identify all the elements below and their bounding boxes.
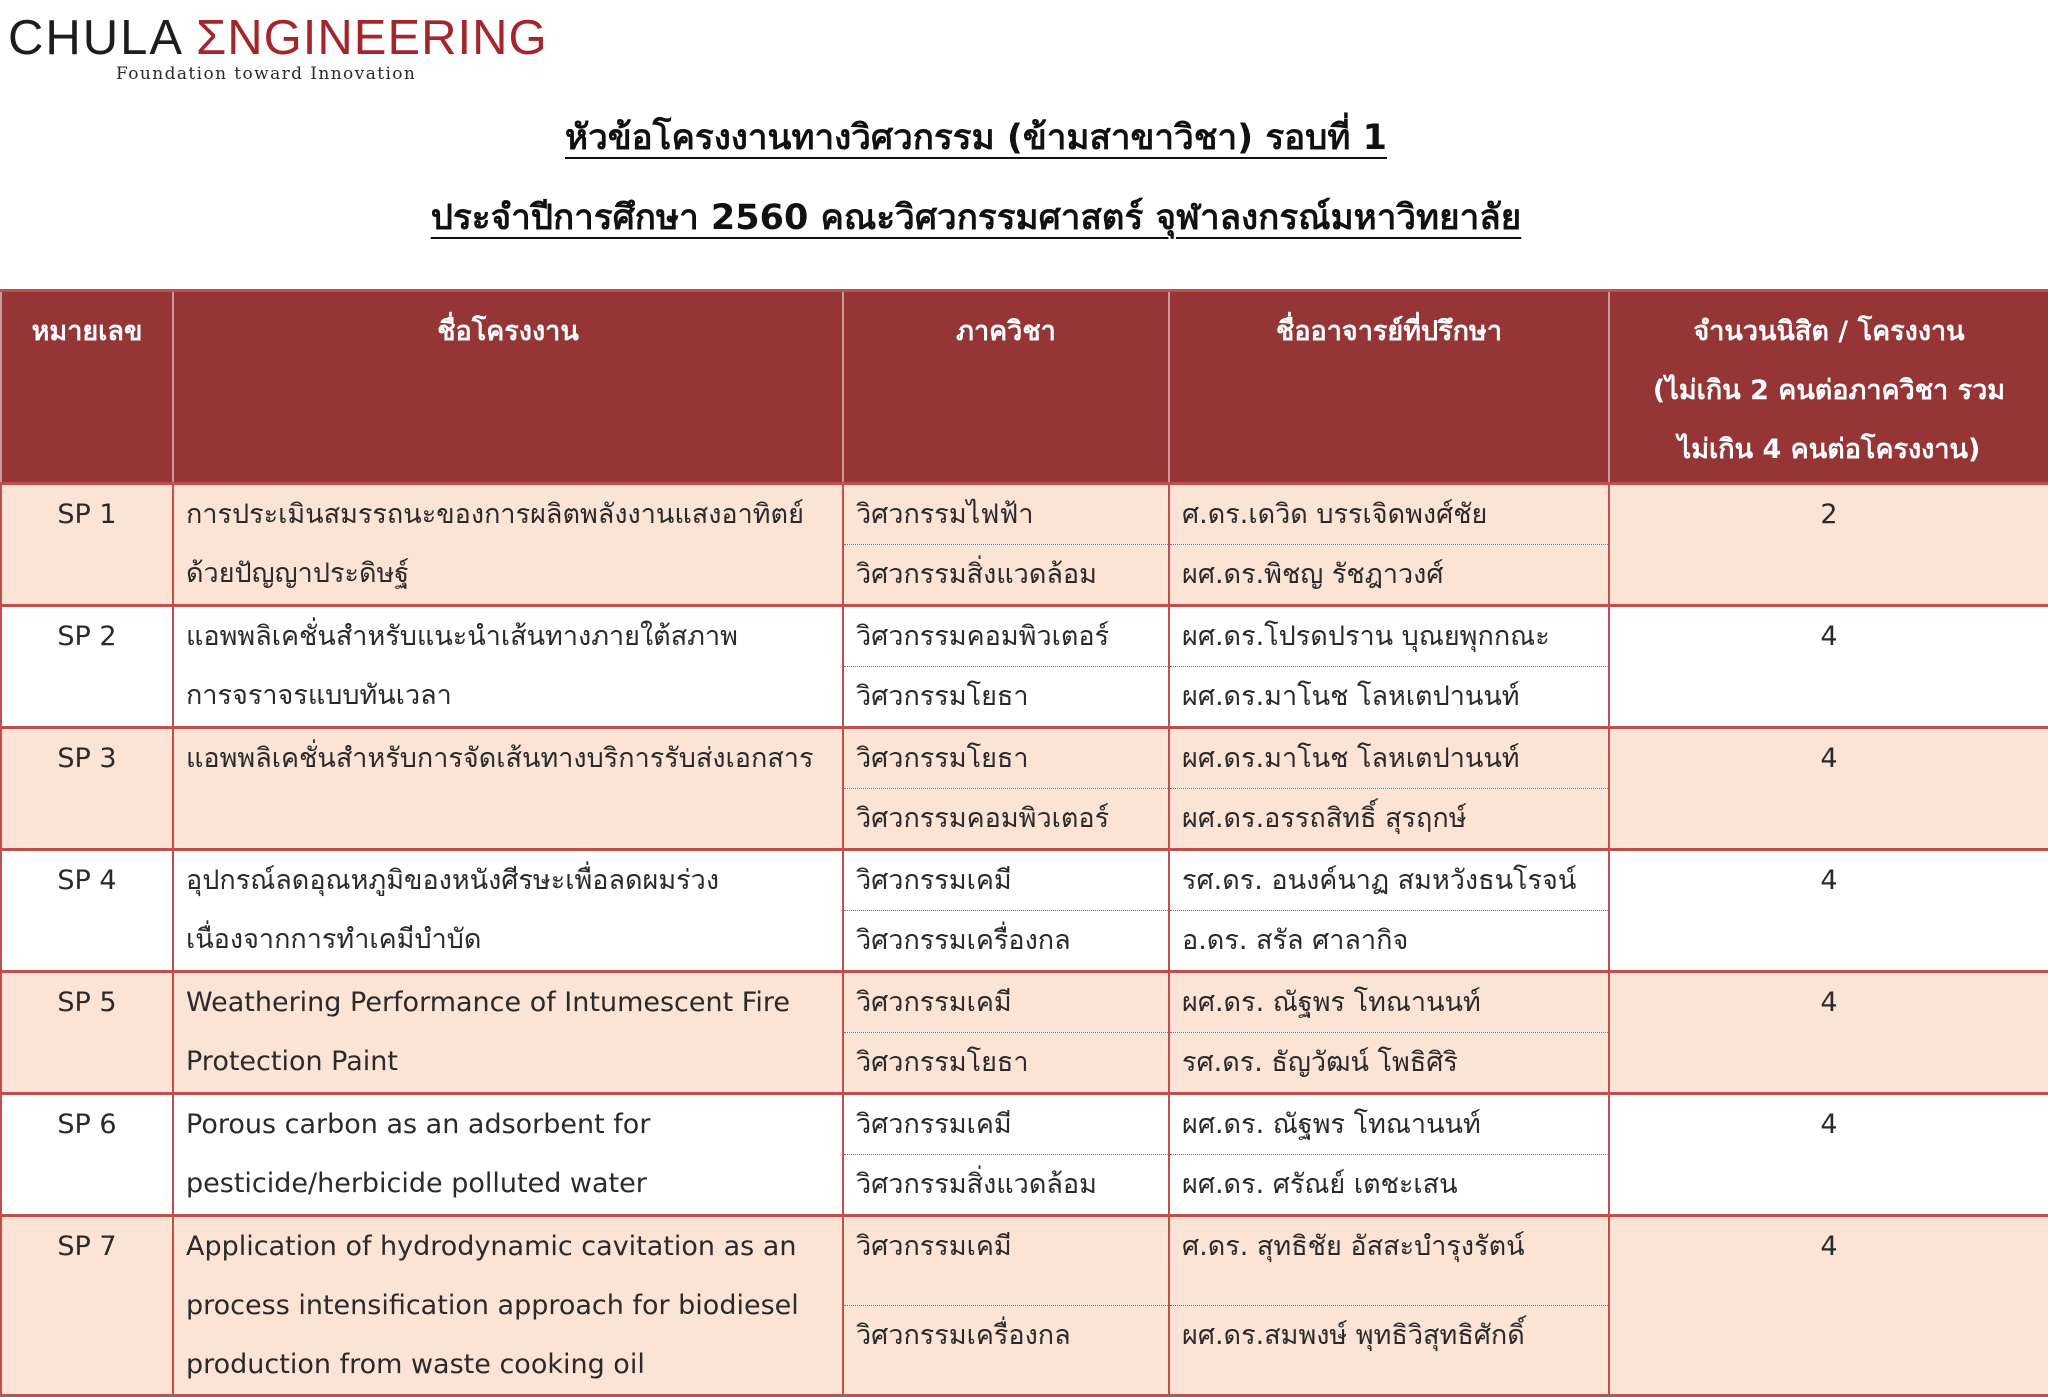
department-cell: วิศวกรรมโยธา xyxy=(843,1033,1169,1094)
table-row xyxy=(1,1216,2048,1306)
department-cell: วิศวกรรมเคมี xyxy=(843,972,1169,1033)
student-count-cell: 4 xyxy=(1609,850,2048,972)
project-name-line: Application of hydrodynamic cavitation as an xyxy=(186,1231,797,1262)
project-name-line: Protection Paint xyxy=(186,1046,398,1077)
department-cell: วิศวกรรมเคมี xyxy=(843,1216,1169,1306)
project-number-cell: SP 2 xyxy=(1,606,173,728)
project-name-line: แอพพลิเคชั่นสำหรับแนะนำเส้นทางภายใต้สภาพ xyxy=(186,621,738,652)
table-row xyxy=(1,1094,2048,1155)
project-name-line: การประเมินสมรรถนะของการผลิตพลังงานแสงอาทิตย์ xyxy=(186,499,804,530)
advisor-cell: ผศ.ดร. ศรัณย์ เตชะเสน xyxy=(1169,1155,1609,1216)
project-name-cell xyxy=(173,484,843,606)
advisor-cell: ผศ.ดร.สมพงษ์ พุทธิวิสุทธิศักดิ์ xyxy=(1169,1306,1609,1396)
project-name-cell xyxy=(173,1094,843,1216)
header-department: ภาควิชา xyxy=(843,291,1169,484)
project-number-cell: SP 5 xyxy=(1,972,173,1094)
department-cell: วิศวกรรมเคมี xyxy=(843,850,1169,911)
header-count-line: จำนวนนิสิต / โครงงาน xyxy=(1693,316,1965,347)
project-name-cell xyxy=(173,606,843,728)
project-name-line: Porous carbon as an adsorbent for xyxy=(186,1109,651,1140)
advisor-cell: ผศ.ดร. ณัฐพร โทณานนท์ xyxy=(1169,972,1609,1033)
department-cell: วิศวกรรมเคมี xyxy=(843,1094,1169,1155)
header-project-name: ชื่อโครงงาน xyxy=(173,291,843,484)
project-number-cell: SP 1 xyxy=(1,484,173,606)
project-name-cell xyxy=(173,972,843,1094)
project-number-cell: SP 6 xyxy=(1,1094,173,1216)
header-student-count xyxy=(1609,291,2048,484)
projects-table xyxy=(0,289,2048,1397)
table-header-row xyxy=(1,291,2048,484)
advisor-cell: ผศ.ดร.โปรดปราน บุณยพุกกณะ xyxy=(1169,606,1609,667)
table-row xyxy=(1,850,2048,911)
department-cell: วิศวกรรมสิ่งแวดล้อม xyxy=(843,545,1169,606)
project-number-cell: SP 4 xyxy=(1,850,173,972)
department-cell: วิศวกรรมโยธา xyxy=(843,667,1169,728)
project-name-cell xyxy=(173,1216,843,1396)
project-name-line: แอพพลิเคชั่นสำหรับการจัดเส้นทางบริการรับส่งเอกสาร xyxy=(186,743,814,774)
project-name-line: Weathering Performance of Intumescent Fire xyxy=(186,987,790,1018)
table-row xyxy=(1,606,2048,667)
project-name-line: การจราจรแบบทันเวลา xyxy=(186,680,452,711)
department-cell: วิศวกรรมสิ่งแวดล้อม xyxy=(843,1155,1169,1216)
advisor-cell: รศ.ดร. ธัญวัฒน์ โพธิศิริ xyxy=(1169,1033,1609,1094)
advisor-cell: ศ.ดร.เดวิด บรรเจิดพงศ์ชัย xyxy=(1169,484,1609,545)
advisor-cell: ผศ.ดร. ณัฐพร โทณานนท์ xyxy=(1169,1094,1609,1155)
header-number: หมายเลข xyxy=(1,291,173,484)
logo-tagline: Foundation toward Innovation xyxy=(116,64,417,84)
logo-word-engineering: ΣNGINEERING xyxy=(196,11,548,65)
student-count-cell: 4 xyxy=(1609,972,2048,1094)
table-row xyxy=(1,728,2048,789)
document-subtitle: ประจำปีการศึกษา 2560 คณะวิศวกรรมศาสตร์ จุฬาลงกรณ์มหาวิทยาลัย xyxy=(430,198,1522,238)
table-body xyxy=(1,484,2048,1396)
student-count-cell: 4 xyxy=(1609,728,2048,850)
logo-word-chula: CHULA xyxy=(8,11,185,65)
header-count-line: (ไม่เกิน 2 คนต่อภาควิชา รวม xyxy=(1652,375,2006,406)
department-cell: วิศวกรรมไฟฟ้า xyxy=(843,484,1169,545)
table-row xyxy=(1,972,2048,1033)
advisor-cell: ผศ.ดร.พิชญ รัชฎาวงศ์ xyxy=(1169,545,1609,606)
project-name-line: เนื่องจากการทำเคมีบำบัด xyxy=(186,924,482,955)
advisor-cell: ศ.ดร. สุทธิชัย อัสสะบำรุงรัตน์ xyxy=(1169,1216,1609,1306)
project-name-line: process intensification approach for biodiesel xyxy=(186,1290,799,1321)
advisor-cell: รศ.ดร. อนงค์นาฏ สมหวังธนโรจน์ xyxy=(1169,850,1609,911)
department-cell: วิศวกรรมคอมพิวเตอร์ xyxy=(843,606,1169,667)
advisor-cell: ผศ.ดร.มาโนช โลหเตปานนท์ xyxy=(1169,667,1609,728)
chula-engineering-logo xyxy=(8,6,548,86)
advisor-cell: ผศ.ดร.อรรถสิทธิ์ สุรฤกษ์ xyxy=(1169,789,1609,850)
student-count-cell: 4 xyxy=(1609,1216,2048,1396)
department-cell: วิศวกรรมคอมพิวเตอร์ xyxy=(843,789,1169,850)
advisor-cell: อ.ดร. สรัล ศาลากิจ xyxy=(1169,911,1609,972)
project-number-cell: SP 7 xyxy=(1,1216,173,1396)
project-name-line: ด้วยปัญญาประดิษฐ์ xyxy=(186,558,410,589)
department-cell: วิศวกรรมเครื่องกล xyxy=(843,1306,1169,1396)
student-count-cell: 4 xyxy=(1609,1094,2048,1216)
student-count-cell: 2 xyxy=(1609,484,2048,606)
advisor-cell: ผศ.ดร.มาโนช โลหเตปานนท์ xyxy=(1169,728,1609,789)
project-name-cell xyxy=(173,850,843,972)
document-title: หัวข้อโครงงานทางวิศวกรรม (ข้ามสาขาวิชา) รอบที่ 1 xyxy=(565,118,1387,158)
project-name-line: อุปกรณ์ลดอุณหภูมิของหนังศีรษะเพื่อลดผมร่วง xyxy=(186,865,720,896)
project-name-line: production from waste cooking oil xyxy=(186,1349,645,1380)
project-number-cell: SP 3 xyxy=(1,728,173,850)
table-row xyxy=(1,484,2048,545)
department-cell: วิศวกรรมโยธา xyxy=(843,728,1169,789)
project-name-line: pesticide/herbicide polluted water xyxy=(186,1168,647,1199)
department-cell: วิศวกรรมเครื่องกล xyxy=(843,911,1169,972)
header-advisor: ชื่ออาจารย์ที่ปรึกษา xyxy=(1169,291,1609,484)
student-count-cell: 4 xyxy=(1609,606,2048,728)
project-name-cell xyxy=(173,728,843,850)
header-count-line: ไม่เกิน 4 คนต่อโครงงาน) xyxy=(1677,434,1981,465)
